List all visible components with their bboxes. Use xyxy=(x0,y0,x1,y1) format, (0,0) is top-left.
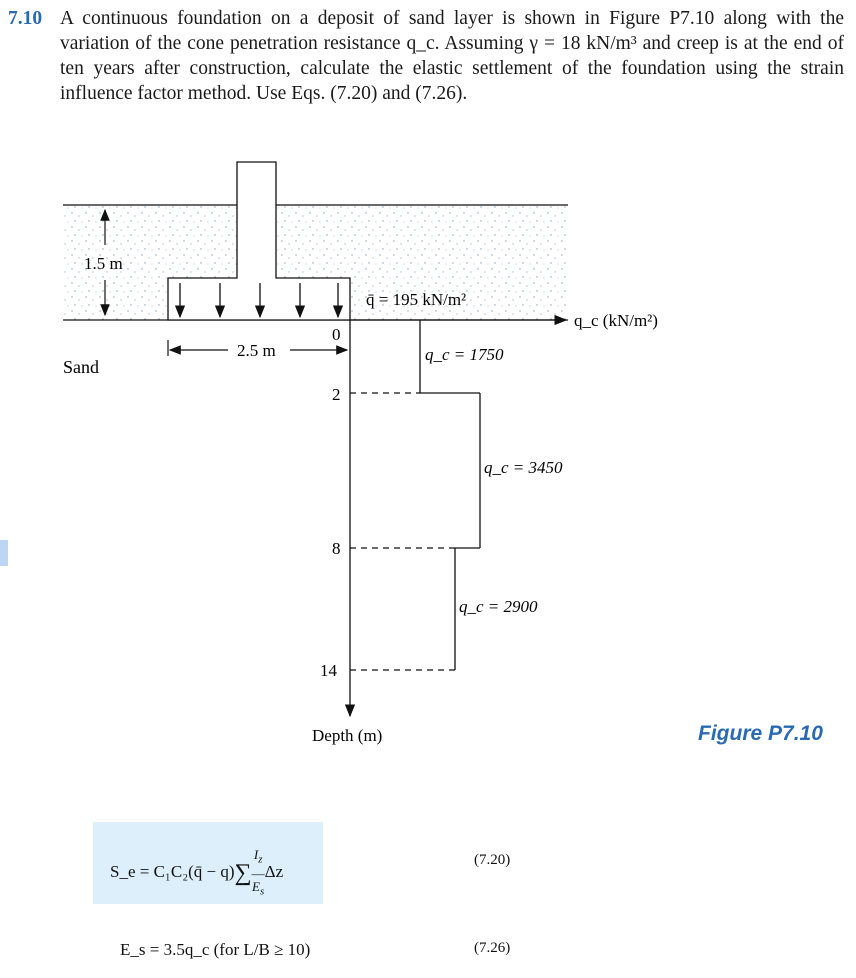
equation-7-20: S_e = C₁C₂(q̄ − $q)\sum I_z$ ― $E_s\Delta z$ xyxy=(110,847,284,898)
soil-label: Sand xyxy=(63,357,99,377)
qc-label-3: q_c = 2900 xyxy=(459,597,538,616)
depth-tick-14: 14 xyxy=(320,661,337,680)
qc-label-2: q_c = 3450 xyxy=(484,458,563,477)
equation-7-20-lhs: S_e = C₁C₂(q̄ − q) xyxy=(110,862,235,881)
depth-axis-label: Depth (m) xyxy=(312,726,383,745)
problem-text: A continuous foundation on a deposit of sand layer is shown in Figure P7.10 along with the variation of the cone penetration resistance q_c. Assuming γ = 18 kN/m³ and creep is at the end of ten years after construction, calculate the elastic settlement of the foundation using the strain influence factor method. Use Eqs. (7.20) and (7.26). xyxy=(60,8,844,104)
equation-number-7-20: (7.20) xyxy=(474,852,511,868)
depth-tick-2: 2 xyxy=(332,385,341,404)
width-dimension-label: 2.5 m xyxy=(237,341,276,360)
qc-label-1: q_c = 1750 xyxy=(425,345,504,364)
qc-profile xyxy=(350,320,480,670)
qc-axis-label: q_c (kN/m²) xyxy=(574,311,658,330)
equation-7-26: E_s = 3.5q_c (for L/B ≥ 10) xyxy=(120,940,311,959)
depth-dimension-label: 1.5 m xyxy=(84,254,123,273)
problem-number: 7.10 xyxy=(8,8,43,29)
depth-tick-0: 0 xyxy=(332,325,341,344)
depth-tick-8: 8 xyxy=(332,539,341,558)
equation-number-7-26: (7.26) xyxy=(474,940,511,956)
pressure-label: q̄ = 195 kN/m² xyxy=(366,290,467,309)
figure-caption: Figure P7.10 xyxy=(698,722,823,745)
